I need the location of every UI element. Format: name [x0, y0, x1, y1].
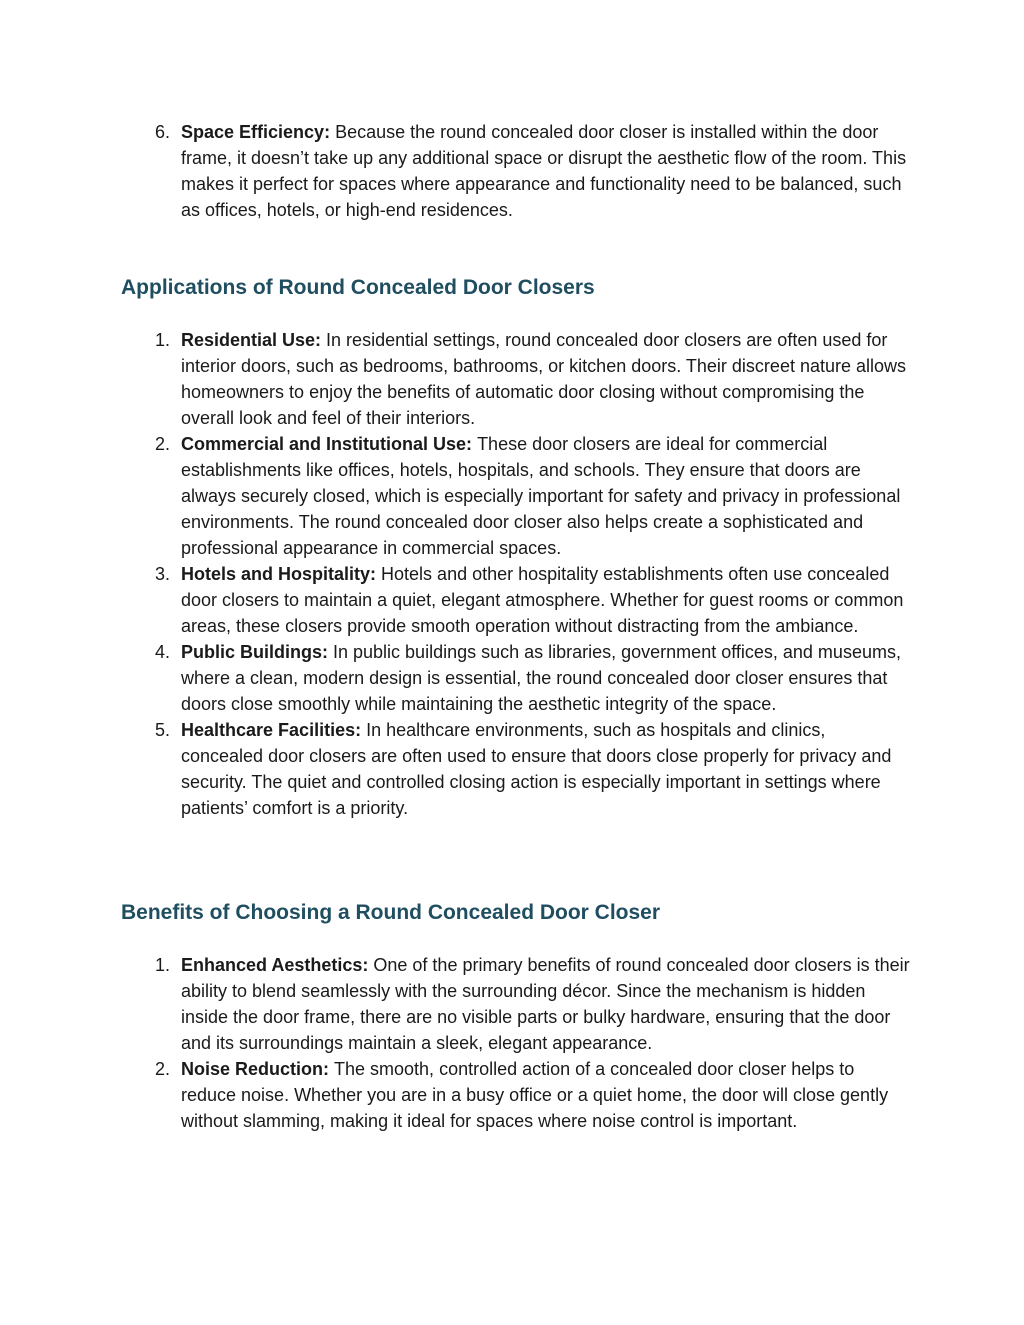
list-number: 2.: [154, 434, 170, 454]
list-text: In residential settings, round concealed door closers are often used for interior doors, such as bedrooms, bathrooms, or kitchen doors. Their discreet nature allows homeowners to enjoy the benefits of automatic door closing without compromising the overall look and feel of their interiors.: [181, 330, 907, 428]
list-number: 5.: [154, 720, 170, 740]
list-number: 1.: [154, 330, 170, 350]
list-text: In public buildings such as libraries, government offices, and museums, where a clean, modern design is essential, the round concealed door closer ensures that doors close smoothly while maintaining the aesthetic integrity of the space.: [181, 642, 901, 714]
list-term: Enhanced Aesthetics:: [181, 955, 374, 975]
list-item: [140, 639, 910, 717]
list-item: [140, 119, 910, 223]
list-item: [140, 561, 910, 639]
list-text: In healthcare environments, such as hospitals and clinics, concealed door closers are often used to ensure that doors close properly for privacy and security. The quiet and controlled closing action is especially important in settings where patients’ comfort is a priority.: [181, 720, 892, 818]
list-text: Hotels and other hospitality establishments often use concealed door closers to maintain a quiet, elegant atmosphere. Whether for guest rooms or common areas, these closers provide smooth operation without distracting from the ambiance.: [181, 564, 904, 636]
list-term: Hotels and Hospitality:: [181, 564, 382, 584]
benefits-heading: Benefits of Choosing a Round Concealed Door Closer: [121, 901, 661, 924]
list-item: [140, 431, 910, 561]
list-number: 4.: [154, 642, 170, 662]
list-item: [140, 327, 910, 431]
list-term: Commercial and Institutional Use:: [181, 434, 478, 454]
list-item: [140, 717, 910, 821]
list-text: The smooth, controlled action of a concealed door closer helps to reduce noise. Whether you are in a busy office or a quiet home, the door will close gently without slamming, making it ideal for spaces where noise control is important.: [181, 1059, 889, 1131]
list-item: [140, 952, 910, 1056]
list-text: Because the round concealed door closer is installed within the door frame, it doesn’t take up any additional space or disrupt the aesthetic flow of the room. This makes it perfect for spaces where appearance and functionality need to be balanced, such as offices, hotels, or high-end residences.: [181, 122, 907, 220]
list-item: [140, 1056, 910, 1134]
space-efficiency-list: [140, 119, 910, 223]
list-term: Healthcare Facilities:: [181, 720, 367, 740]
benefits-list: [140, 952, 910, 1134]
list-term: Noise Reduction:: [181, 1059, 335, 1079]
list-term: Space Efficiency:: [181, 122, 336, 142]
applications-heading: Applications of Round Concealed Door Closers: [121, 276, 595, 299]
list-text: These door closers are ideal for commercial establishments like offices, hotels, hospitals, and schools. They ensure that doors are always securely closed, which is especially important for safety and privacy in professional environments. The round concealed door closer also helps create a sophisticated and professional appearance in commercial spaces.: [181, 434, 901, 558]
list-term: Public Buildings:: [181, 642, 333, 662]
list-text: One of the primary benefits of round concealed door closers is their ability to blend seamlessly with the surrounding décor. Since the mechanism is hidden inside the door frame, there are no visible parts or bulky hardware, ensuring that the door and its surroundings maintain a sleek, elegant appearance.: [181, 955, 910, 1053]
list-term: Residential Use:: [181, 330, 327, 350]
list-number: 3.: [154, 564, 170, 584]
list-number: 2.: [154, 1059, 170, 1079]
applications-list: [140, 327, 910, 821]
list-number: 6.: [154, 122, 170, 142]
list-number: 1.: [154, 955, 170, 975]
